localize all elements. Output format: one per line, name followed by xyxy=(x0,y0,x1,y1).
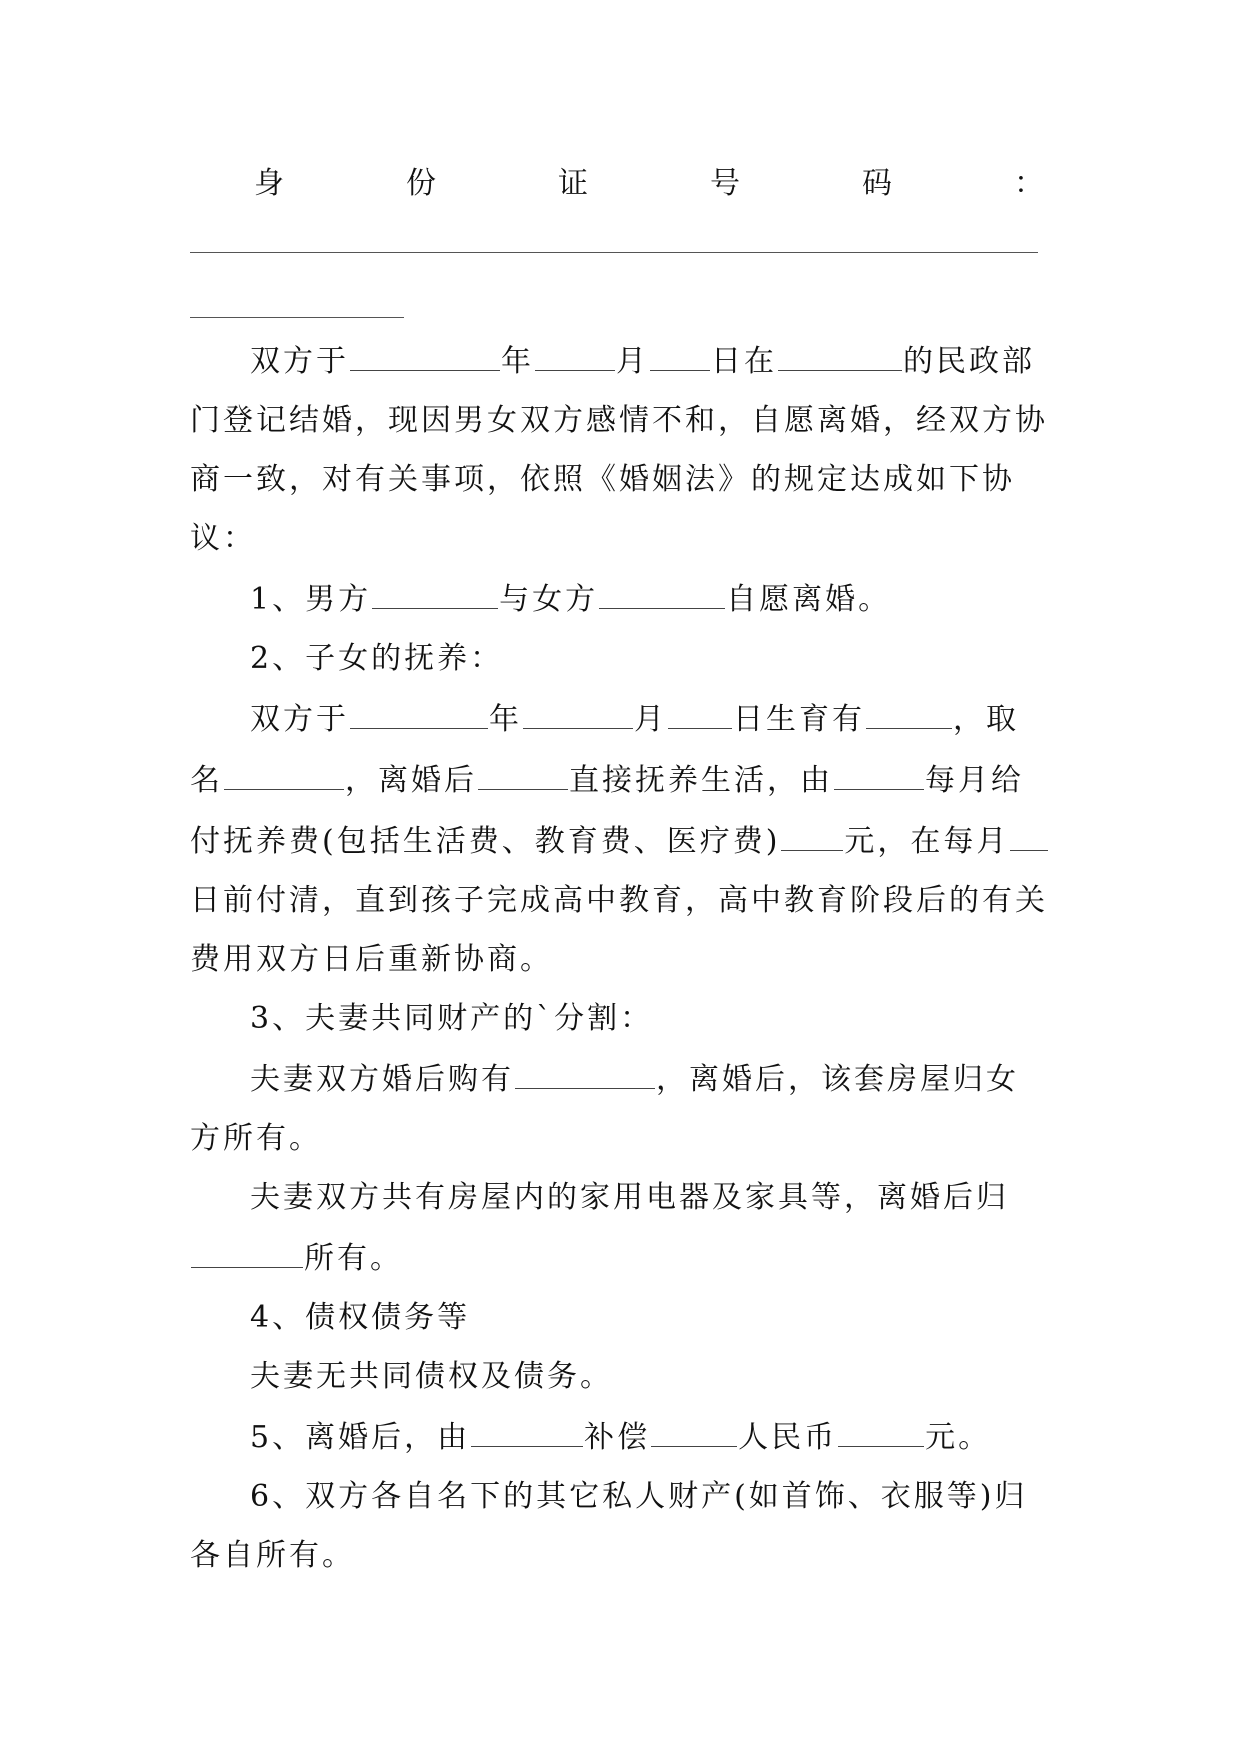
text: 元，在每月 xyxy=(844,824,1010,859)
text: 5、离婚后，由 xyxy=(250,1420,471,1455)
blank-month xyxy=(523,688,633,729)
blank-house xyxy=(515,1048,655,1089)
text: 自愿离婚。 xyxy=(726,582,892,617)
text: 年 xyxy=(489,702,522,737)
blank-year xyxy=(350,330,500,371)
text: 所有。 xyxy=(304,1241,403,1276)
clause-4-heading: 4、债权债务等 xyxy=(250,1300,471,1335)
child-custody-paragraph xyxy=(190,688,1050,989)
appliances-paragraph xyxy=(190,1168,1050,1288)
text: 直接抚养生活，由 xyxy=(569,763,833,798)
blank-day xyxy=(668,688,732,729)
text: 年 xyxy=(501,344,534,379)
blank-payer xyxy=(471,1406,583,1447)
agreement-body xyxy=(190,330,1050,1585)
text: ，取名 xyxy=(190,702,1019,798)
blank-guardian xyxy=(478,749,568,790)
clause-1 xyxy=(190,568,1050,629)
text: 补偿 xyxy=(584,1420,651,1455)
blank-receiver xyxy=(651,1406,737,1447)
id-label-char: 号 xyxy=(710,166,740,201)
text: 月 xyxy=(634,702,667,737)
text: 与女方 xyxy=(499,582,599,617)
blank-day xyxy=(650,330,710,371)
blank-amount xyxy=(781,810,843,851)
text: 夫妻双方共有房屋内的家用电器及家具等，离婚后归 xyxy=(250,1180,1009,1215)
debts-paragraph: 夫妻无共同债权及债务。 xyxy=(250,1359,613,1394)
blank-wife-name xyxy=(599,568,725,609)
blank-owner xyxy=(191,1227,303,1268)
text: 每月给付抚养费(包括生活费、教育费、医疗费) xyxy=(190,763,1024,859)
text: 人民币 xyxy=(738,1420,838,1455)
id-label-char: 身 xyxy=(254,166,284,201)
text: 月 xyxy=(616,344,649,379)
id-label-char: 份 xyxy=(406,166,436,201)
house-paragraph xyxy=(190,1048,1050,1168)
clause-5 xyxy=(190,1406,1050,1467)
marriage-registration-paragraph xyxy=(190,330,1050,568)
blank-month xyxy=(535,330,615,371)
blank-year xyxy=(350,688,488,729)
blank-child xyxy=(866,688,952,729)
id-number-blank-line xyxy=(190,317,404,318)
text: 夫妻双方婚后购有 xyxy=(250,1062,514,1097)
text: 元。 xyxy=(925,1420,992,1455)
text: ，离婚后，该套房屋归女方所有。 xyxy=(190,1062,1019,1156)
id-label-char: 码 xyxy=(862,166,892,201)
text: 日前付清，直到孩子完成高中教育，高中教育阶段后的有关费用双方日后重新协商。 xyxy=(190,883,1048,977)
blank-payer xyxy=(834,749,924,790)
blank-husband-name xyxy=(372,568,498,609)
id-number-label xyxy=(254,158,1044,202)
text: 双方于 xyxy=(250,702,349,737)
blank-due-day xyxy=(1010,810,1048,851)
blank-amount xyxy=(838,1406,924,1447)
clause-6: 6、双方各自名下的其它私人财产(如首饰、衣服等)归各自所有。 xyxy=(190,1479,1028,1573)
text: 的民政部门登记结婚，现因男女双方感情不和，自愿离婚，经双方协商一致，对有关事项，依照《婚姻法》的规定达成如下协议： xyxy=(190,344,1048,556)
id-number-blank-line xyxy=(190,252,1038,253)
blank-place xyxy=(778,330,902,371)
clause-2-heading: 2、子女的抚养： xyxy=(250,641,504,676)
text: 1、男方 xyxy=(250,582,372,617)
id-label-char: ： xyxy=(1014,166,1044,201)
text: 双方于 xyxy=(250,344,349,379)
text: 日在 xyxy=(711,344,777,379)
clause-3-heading: 3、夫妻共同财产的`分割： xyxy=(250,1001,654,1036)
text: 日生育有 xyxy=(733,702,865,737)
blank-child-name xyxy=(224,749,344,790)
text: ，离婚后 xyxy=(345,763,477,798)
id-label-char: 证 xyxy=(558,166,588,201)
